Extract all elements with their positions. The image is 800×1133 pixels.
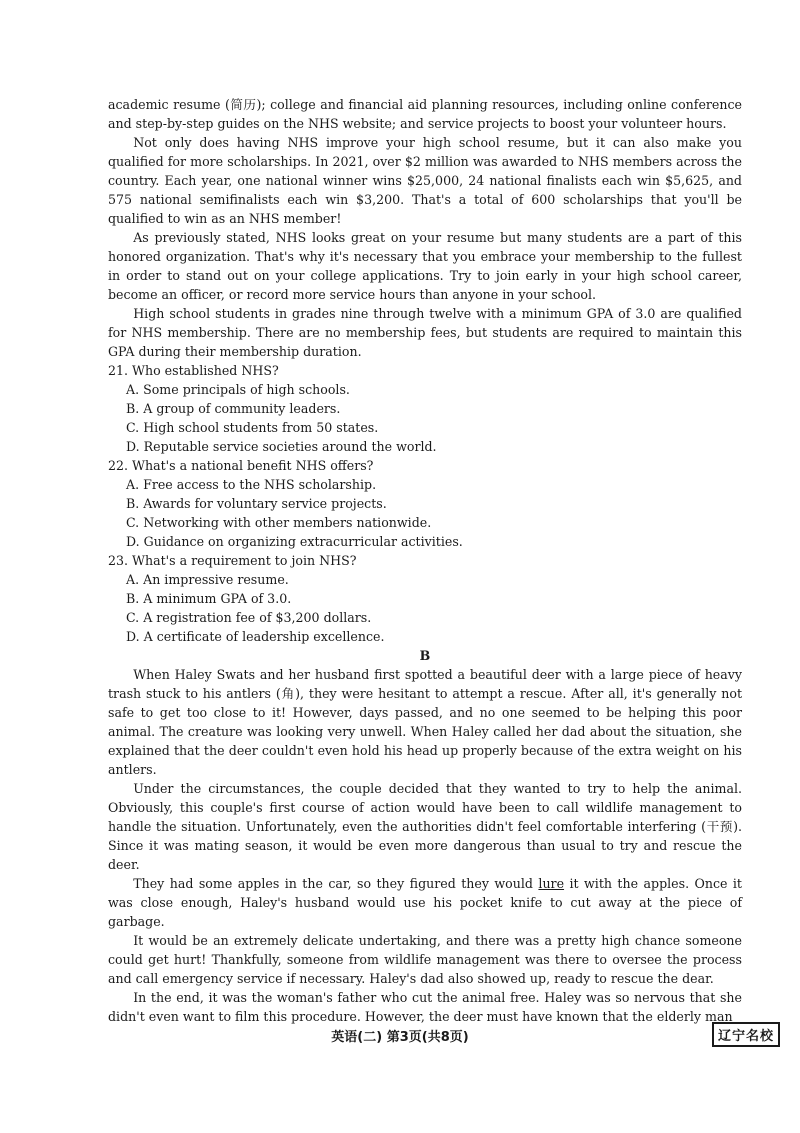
passage-b-paragraph-5: In the end, it was the woman's father who cut the animal free. Haley was so nervous that she didn't even want to film this procedure. However, the deer must have known that the elderly man bbox=[108, 990, 742, 1024]
option-c: C. High school students from 50 states. bbox=[126, 420, 379, 435]
option-c: C. A registration fee of $3,200 dollars. bbox=[126, 610, 372, 625]
passage-b-paragraph-1: When Haley Swats and her husband first spotted a beautiful deer with a large piece of heavy trash stuck to his antlers (角), they were hesitant to attempt a rescue. After all, it's generally not safe to get too close to it! However, days passed, and no one seemed to be helping this poor animal. The creature was looking very unwell. When Haley called her dad about the situation, she explained that the deer couldn't even hold his head up properly because of the extra weight on his antlers. bbox=[108, 667, 742, 777]
passage-a-paragraph-4: High school students in grades nine through twelve with a minimum GPA of 3.0 are qualified for NHS membership. There are no membership fees, but students are required to maintain this GPA during their membership duration. bbox=[108, 306, 742, 359]
option-list bbox=[108, 475, 742, 551]
option-a: A. Free access to the NHS scholarship. bbox=[126, 477, 377, 492]
option-b: B. Awards for voluntary service projects. bbox=[126, 496, 387, 511]
school-stamp: 辽宁名校 bbox=[712, 1022, 780, 1047]
page-footer bbox=[0, 1020, 800, 1050]
passage-a-paragraph-3: As previously stated, NHS looks great on your resume but many students are a part of this honored organization. That's why it's necessary that you embrace your membership to the fullest in order to stand out on your college applications. Try to join early in your high school career, become an officer, or record more service hours than anyone in your school. bbox=[108, 230, 742, 302]
passage-a-paragraph-2: Not only does having NHS improve your high school resume, but it can also make you qualified for more scholarships. In 2021, over $2 million was awarded to NHS members across the country. Each year, one national winner wins $25,000, 24 national finalists each win $5,625, and 575 national semifinalists each win $3,200. That's a total of 600 scholarships that you'll be qualified to win as an NHS member! bbox=[108, 135, 742, 226]
option-d: D. Guidance on organizing extracurricular activities. bbox=[126, 534, 463, 549]
passage-b-paragraph-4: It would be an extremely delicate undertaking, and there was a pretty high chance someone could get hurt! Thankfully, someone from wildlife management was there to oversee the process and call emergency service if necessary. Haley's dad also showed up, ready to rescue the dear. bbox=[108, 933, 742, 986]
paragraph-text: it with the apples. Once it was close enough, Haley's husband would use his pocket knife to cut away at the piece of garbage. bbox=[108, 876, 742, 929]
underlined-word: lure bbox=[538, 876, 565, 891]
passage-a-paragraph-1: academic resume (简历); college and financial aid planning resources, including online conference and step-by-step guides on the NHS website; and service projects to boost your volunteer hours. bbox=[108, 97, 742, 131]
paragraph-text: They had some apples in the car, so they figured they would bbox=[133, 876, 539, 891]
option-a: A. Some principals of high schools. bbox=[126, 382, 350, 397]
option-b: B. A group of community leaders. bbox=[126, 401, 341, 416]
question-stem: 23. What's a requirement to join NHS? bbox=[108, 553, 357, 568]
section-heading-b: B bbox=[419, 648, 431, 663]
option-d: D. A certificate of leadership excellence. bbox=[126, 629, 385, 644]
question-stem: 22. What's a national benefit NHS offers? bbox=[108, 458, 374, 473]
question-stem: 21. Who established NHS? bbox=[108, 363, 279, 378]
option-c: C. Networking with other members nationwide. bbox=[126, 515, 432, 530]
question-21 bbox=[108, 361, 742, 456]
passage-b-paragraph-3 bbox=[108, 874, 742, 931]
passage-b-paragraph-2: Under the circumstances, the couple decided that they wanted to try to help the animal. Obviously, this couple's first course of action would have been to call wildlife management to handle the situation. Unfortunately, even the authorities didn't feel comfortable interfering (干预). Since it was mating season, it would be even more dangerous than usual to try and rescue the deer. bbox=[108, 781, 742, 872]
option-b: B. A minimum GPA of 3.0. bbox=[126, 591, 292, 606]
page-number-label: 英语(二) 第3页(共8页) bbox=[331, 1030, 469, 1045]
question-22 bbox=[108, 456, 742, 551]
question-23 bbox=[108, 551, 742, 646]
option-list bbox=[108, 570, 742, 646]
option-d: D. Reputable service societies around the world. bbox=[126, 439, 437, 454]
option-list bbox=[108, 380, 742, 456]
option-a: A. An impressive resume. bbox=[126, 572, 289, 587]
page-content bbox=[108, 95, 742, 1026]
